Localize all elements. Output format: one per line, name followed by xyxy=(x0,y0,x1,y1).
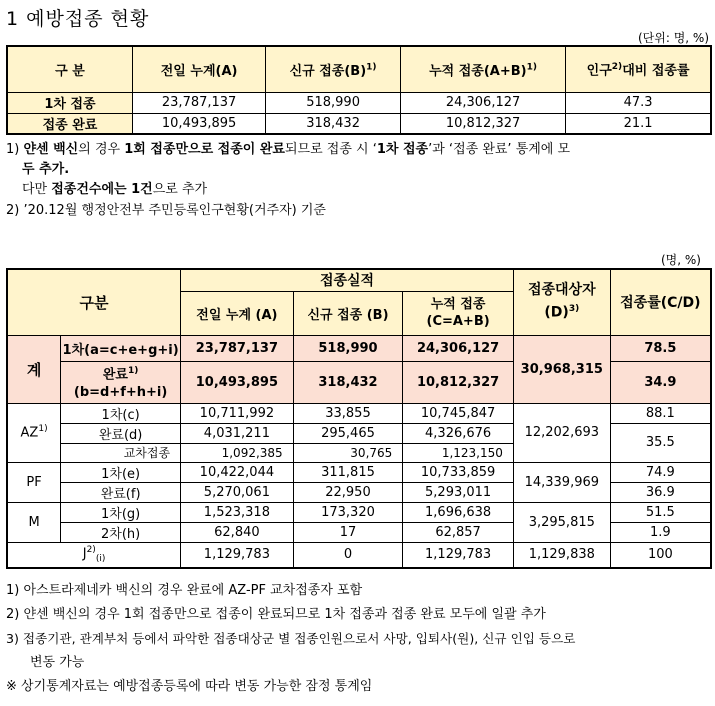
cell-rate: 78.5 xyxy=(610,335,711,361)
row-label: 1차(g) xyxy=(61,502,181,522)
header-population-rate: 인구$^{2)}$대비 접종률 xyxy=(566,46,711,92)
header-new: 신규 접종 (B) xyxy=(293,291,403,335)
summary-row-first-dose xyxy=(7,92,711,113)
cell-new: 295,465 xyxy=(293,423,403,443)
cell-new: 173,320 xyxy=(293,502,403,522)
cell-new: 318,432 xyxy=(293,361,403,403)
cell-cum: 24,306,127 xyxy=(400,92,565,113)
page-title: 1 예방접종 현황 xyxy=(6,8,150,30)
cell-cum: 10,812,327 xyxy=(403,361,514,403)
cell-prev: 5,270,061 xyxy=(181,482,294,502)
summary-row-complete xyxy=(7,113,711,134)
header-target: 접종대상자 $(D)^{3)}$ xyxy=(513,269,610,335)
detail-footnote-2: 2) 얀센 백신의 경우 1회 접종만으로 접종이 완료되므로 1차 접종과 접종 완료 모두에 일괄 추가 xyxy=(6,607,546,622)
cell-rate: 34.9 xyxy=(610,361,711,403)
cell-prev: 1,523,318 xyxy=(181,502,294,522)
header-rate: 접종률(C/D) xyxy=(610,269,711,335)
cell-prev: 23,787,137 xyxy=(132,92,265,113)
cell-new: 311,815 xyxy=(293,462,403,482)
row-label: 1차 접종 xyxy=(7,92,132,113)
footnote-1-extra: 다만 접종건수에는 1건으로 추가 xyxy=(22,182,208,197)
cell-new: 33,855 xyxy=(293,403,403,423)
cell-new: 30,765 xyxy=(293,443,403,462)
row-label: 1차(e) xyxy=(61,462,181,482)
header-performance: 접종실적 xyxy=(181,269,514,291)
cell-rate: 74.9 xyxy=(610,462,711,482)
cell-cum: 1,696,638 xyxy=(403,502,514,522)
cell-cum: 4,326,676 xyxy=(403,423,514,443)
detail-table xyxy=(6,268,712,569)
detail-header-row-1 xyxy=(7,269,711,291)
unit-label: (단위: 명, %) xyxy=(637,31,709,45)
footnote-1: 1) 얀센 백신의 경우 1회 접종만으로 접종이 완료되므로 접종 시 ‘1차 접종’과 ‘접종 완료’ 통계에 모 xyxy=(6,142,571,157)
summary-table xyxy=(6,45,712,135)
detail-footnote-1: 1) 아스트라제네카 백신의 경우 완료에 AZ-PF 교차접종자 포함 xyxy=(6,583,363,598)
az-row-first xyxy=(7,403,711,423)
m-row-first xyxy=(7,502,711,522)
header-new: 신규 접종$(B)^{1)}$ xyxy=(266,46,401,92)
row-label: 완료$^{1)}$ (b=d+f+h+i) xyxy=(61,361,181,403)
pf-label: PF xyxy=(7,462,61,502)
header-cumulative: 누적 접종 (C=A+B) xyxy=(403,291,514,335)
cell-new: 0 xyxy=(293,542,403,568)
cell-cum: 5,293,011 xyxy=(403,482,514,502)
header-prev-total: 전일 누계(A) xyxy=(132,46,265,92)
total-label: 계 xyxy=(7,335,61,403)
cell-cum: 10,733,859 xyxy=(403,462,514,482)
cell-target: 30,968,315 xyxy=(513,335,610,403)
total-row-first xyxy=(7,335,711,361)
cell-new: 17 xyxy=(293,522,403,542)
cell-prev: 10,422,044 xyxy=(181,462,294,482)
row-label: 완료(d) xyxy=(61,423,181,443)
header-category: 구 분 xyxy=(7,46,132,92)
cell-target: 12,202,693 xyxy=(513,403,610,462)
az-label: AZ$^{1)}$ xyxy=(7,403,61,462)
cell-cum: 10,745,847 xyxy=(403,403,514,423)
cell-prev: 23,787,137 xyxy=(181,335,294,361)
cell-new: 518,990 xyxy=(293,335,403,361)
row-label: 완료(f) xyxy=(61,482,181,502)
cell-new: 318,432 xyxy=(266,113,401,134)
cell-rate: 36.9 xyxy=(610,482,711,502)
cell-cum: 24,306,127 xyxy=(403,335,514,361)
cell-cum: 1,129,783 xyxy=(403,542,514,568)
cell-prev: 62,840 xyxy=(181,522,294,542)
cell-rate: 35.5 xyxy=(610,423,711,462)
row-label: 1차(c) xyxy=(61,403,181,423)
j-row xyxy=(7,542,711,568)
cell-target: 14,339,969 xyxy=(513,462,610,502)
cell-rate: 47.3 xyxy=(566,92,711,113)
cell-prev: 4,031,211 xyxy=(181,423,294,443)
cell-rate: 88.1 xyxy=(610,403,711,423)
row-label: 2차(h) xyxy=(61,522,181,542)
row-label: 교차접종 xyxy=(61,443,181,462)
row-label: 접종 완료 xyxy=(7,113,132,134)
provisional-notice: ※ 상기통계자료는 예방접종등록에 따라 변동 가능한 잠정 통계임 xyxy=(6,679,373,694)
header-group: 구분 xyxy=(7,269,181,335)
cell-prev: 10,493,895 xyxy=(132,113,265,134)
cell-rate: 1.9 xyxy=(610,522,711,542)
cell-target: 1,129,838 xyxy=(513,542,610,568)
header-prev-total: 전일 누계 (A) xyxy=(181,291,294,335)
cell-rate: 21.1 xyxy=(566,113,711,134)
unit-label-2: (명, %) xyxy=(661,253,701,267)
cell-target: 3,295,815 xyxy=(513,502,610,542)
cell-rate: 100 xyxy=(610,542,711,568)
j-label: $J^{2)}_{(i)}$ xyxy=(7,542,181,568)
row-label: 1차(a=c+e+g+i) xyxy=(61,335,181,361)
summary-header-row xyxy=(7,46,711,92)
cell-cum: 1,123,150 xyxy=(403,443,514,462)
detail-footnote-3: 3) 접종기관, 관계부처 등에서 파악한 접종대상군 별 접종인원으로서 사망, 입퇴사(원), 신규 인입 등으로 xyxy=(6,631,576,646)
cell-prev: 10,493,895 xyxy=(181,361,294,403)
cell-prev: 1,129,783 xyxy=(181,542,294,568)
footnote-2: 2) ’20.12월 행정안전부 주민등록인구현황(거주자) 기준 xyxy=(6,203,326,218)
m-label: M xyxy=(7,502,61,542)
footnote-1-cont: 두 추가. xyxy=(22,162,70,177)
cell-prev: 10,711,992 xyxy=(181,403,294,423)
cell-cum: 10,812,327 xyxy=(400,113,565,134)
cell-new: 518,990 xyxy=(266,92,401,113)
cell-new: 22,950 xyxy=(293,482,403,502)
detail-footnote-3-cont: 변동 가능 xyxy=(30,655,85,670)
cell-cum: 62,857 xyxy=(403,522,514,542)
header-cumulative: 누적 접종$(A+B)^{1)}$ xyxy=(400,46,565,92)
cell-prev: 1,092,385 xyxy=(181,443,294,462)
pf-row-first xyxy=(7,462,711,482)
cell-rate: 51.5 xyxy=(610,502,711,522)
